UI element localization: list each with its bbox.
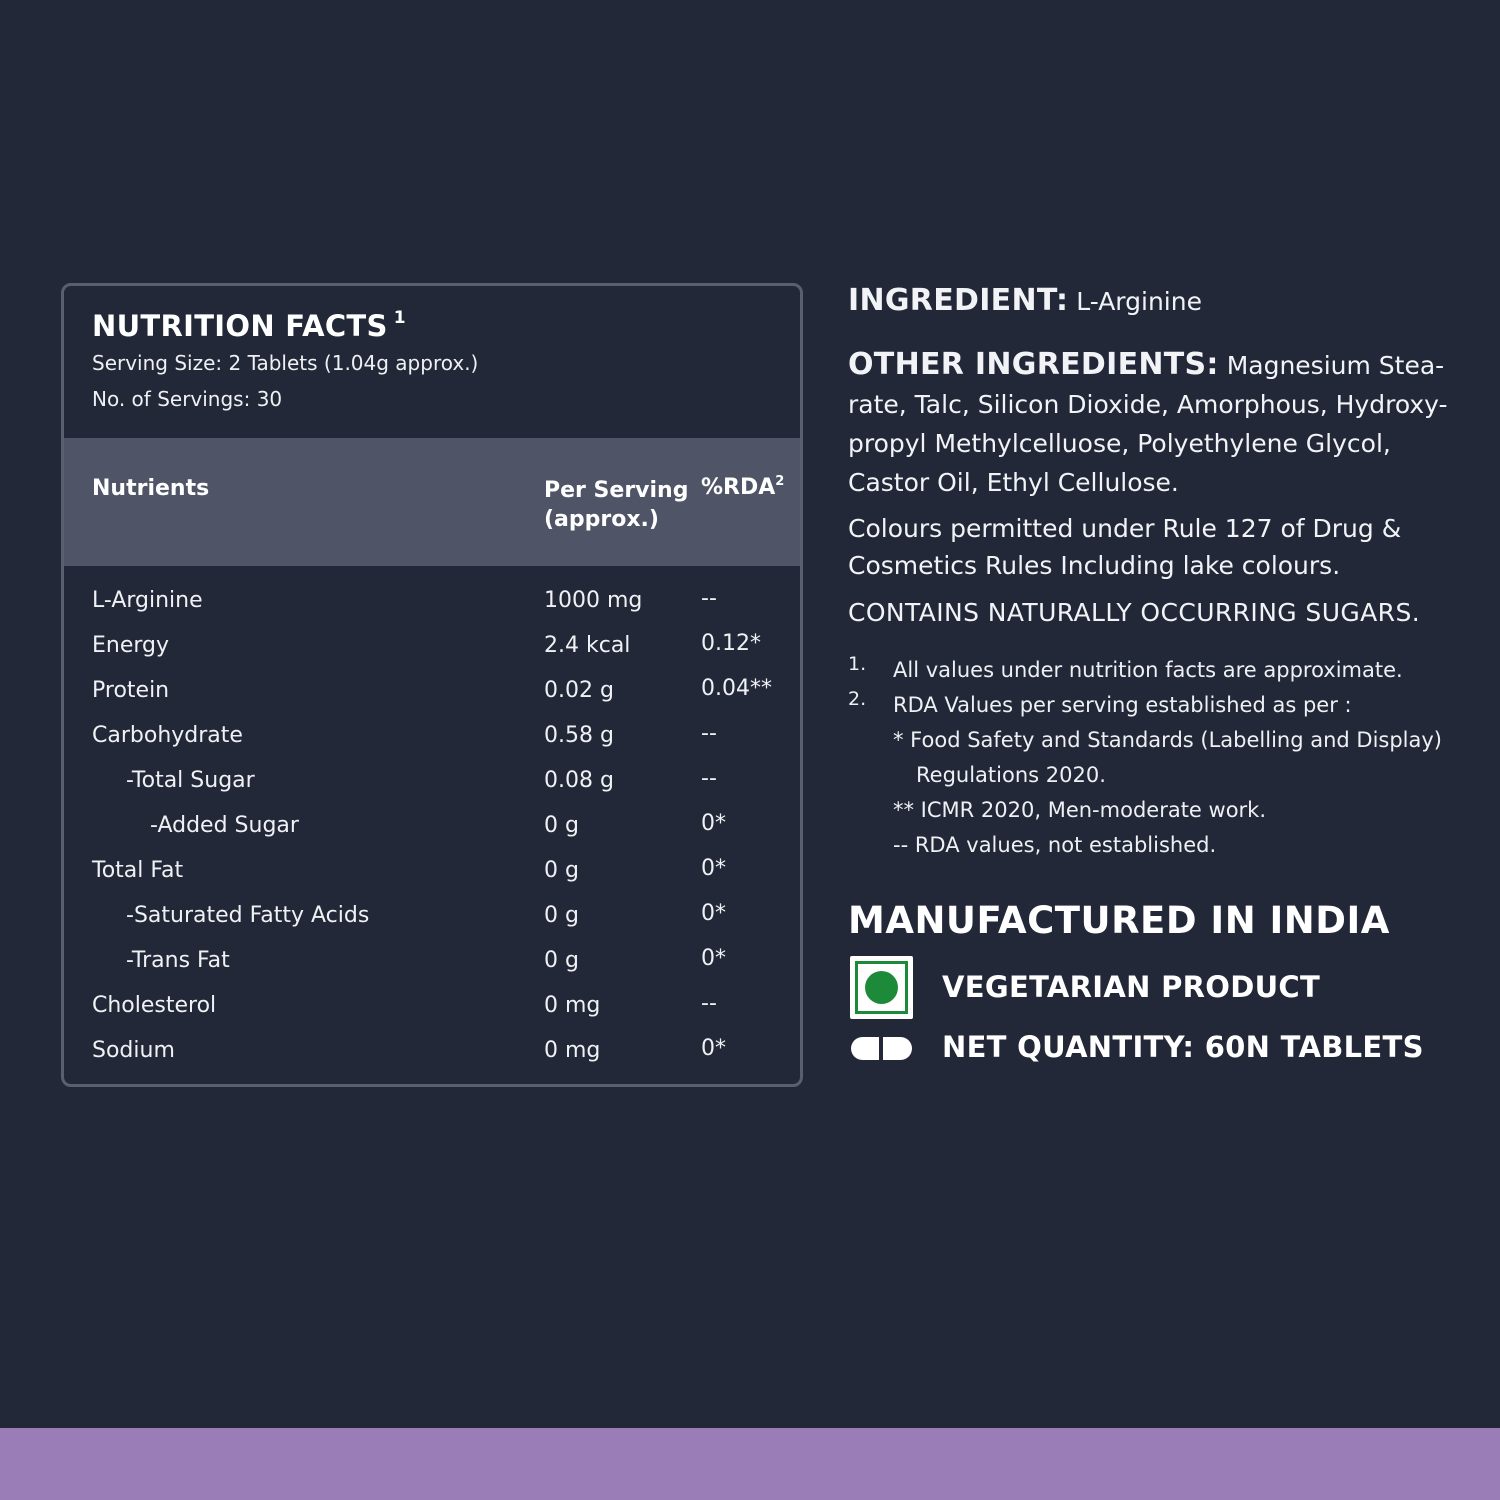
nutrient-rda: 0.12* — [701, 631, 761, 656]
nutrient-name: -Trans Fat — [126, 948, 230, 973]
footnote-number: 1. — [848, 653, 867, 675]
nutrient-name: Sodium — [92, 1038, 175, 1063]
nutrient-name: -Saturated Fatty Acids — [126, 903, 370, 928]
nutrient-rda: 0* — [701, 856, 726, 881]
column-rda-text: %RDA — [701, 475, 776, 500]
footnote-1 — [848, 653, 1468, 688]
manufactured-in: MANUFACTURED IN INDIA — [848, 899, 1390, 942]
column-rda-footnote: 2 — [775, 474, 785, 489]
footnote-number: 2. — [848, 688, 867, 710]
nutrition-facts-panel — [61, 283, 803, 1087]
nutrient-rda: -- — [701, 766, 717, 791]
nutrient-amount: 0 g — [544, 858, 579, 883]
column-nutrients: Nutrients — [92, 476, 210, 501]
ingredient-label: INGREDIENT: — [848, 283, 1069, 318]
capsule-split — [879, 1037, 883, 1060]
ingredients-column — [848, 284, 1468, 1068]
nutrient-amount: 0 mg — [544, 1038, 601, 1063]
column-per-serving — [544, 476, 688, 534]
table-row — [64, 856, 800, 901]
nutrient-name: L-Arginine — [92, 588, 203, 613]
footnotes — [848, 653, 1468, 863]
nutrient-amount: 0 mg — [544, 993, 601, 1018]
net-quantity-label: NET QUANTITY: 60N TABLETS — [942, 1030, 1424, 1064]
veg-mark-dot — [865, 971, 898, 1004]
footnote-2a-cont: Regulations 2020. — [916, 763, 1106, 787]
nutrient-name: Energy — [92, 633, 170, 658]
nutrient-amount: 0 g — [544, 948, 579, 973]
nutrition-header — [64, 286, 800, 438]
other-ingredients-label: OTHER INGREDIENTS: — [848, 347, 1219, 382]
table-row — [64, 631, 800, 676]
ingredient-line — [848, 284, 1468, 319]
contains-sugars: CONTAINS NATURALLY OCCURRING SUGARS. — [848, 598, 1421, 627]
nutrition-title-text: NUTRITION FACTS — [92, 309, 388, 343]
nutrient-rda: 0* — [701, 946, 726, 971]
vegetarian-label: VEGETARIAN PRODUCT — [942, 970, 1321, 1004]
serving-size: Serving Size: 2 Tablets (1.04g approx.) — [92, 351, 479, 375]
nutrient-name: -Total Sugar — [126, 768, 255, 793]
table-row — [64, 586, 800, 631]
column-rda — [701, 474, 784, 500]
nutrient-amount: 2.4 kcal — [544, 633, 631, 658]
nutrient-rda: 0* — [701, 1036, 726, 1061]
footnote-text: All values under nutrition facts are approximate. — [893, 658, 1403, 682]
table-row — [64, 766, 800, 811]
footnote-2a: * Food Safety and Standards (Labelling and Display) — [893, 728, 1443, 752]
nutrient-rda: -- — [701, 991, 717, 1016]
nutrient-amount: 1000 mg — [544, 588, 643, 613]
other-ingredients-value: Magnesium Stea-rate, Talc, Silicon Dioxide, Amorphous, Hydroxy-propyl Methylcelluose, Polyethylene Glycol, Castor Oil, Ethyl Cellulose. — [848, 351, 1448, 497]
footnote-2 — [848, 688, 1468, 723]
column-per-serving-line1: Per Serving — [544, 478, 689, 503]
nutrient-rda: 0* — [701, 811, 726, 836]
nutrition-rows — [64, 566, 800, 1081]
nutrient-name: Cholesterol — [92, 993, 217, 1018]
net-quantity-row — [848, 1028, 1468, 1068]
nutrient-amount: 0 g — [544, 813, 579, 838]
nutrient-rda: -- — [701, 586, 717, 611]
vegetarian-row — [848, 956, 1468, 1022]
nutrient-rda: -- — [701, 721, 717, 746]
nutrient-amount: 0.58 g — [544, 723, 614, 748]
nutrition-title — [92, 308, 800, 343]
nutrient-name: Carbohydrate — [92, 723, 243, 748]
nutrient-rda: 0* — [701, 901, 726, 926]
nutrient-rda: 0.04** — [701, 676, 772, 701]
table-row — [64, 991, 800, 1036]
veg-mark-icon — [850, 956, 913, 1019]
footnote-text: RDA Values per serving established as per : — [893, 693, 1352, 717]
nutrient-amount: 0.08 g — [544, 768, 614, 793]
nutrient-name: Protein — [92, 678, 170, 703]
ingredient-value: L-Arginine — [1076, 287, 1202, 316]
nutrient-name: Total Fat — [92, 858, 184, 883]
bottom-band — [0, 1428, 1500, 1500]
table-row — [64, 676, 800, 721]
table-row — [64, 811, 800, 856]
table-row — [64, 1036, 800, 1081]
footnote-2c: -- RDA values, not established. — [893, 833, 1217, 857]
table-row — [64, 901, 800, 946]
nutrition-column-header — [64, 438, 800, 566]
table-row — [64, 721, 800, 766]
tablet-capsule-icon — [851, 1037, 912, 1060]
nutrient-amount: 0 g — [544, 903, 579, 928]
colours-note: Colours permitted under Rule 127 of Drug & Cosmetics Rules Including lake colours. — [848, 514, 1402, 580]
nutrient-name: -Added Sugar — [150, 813, 299, 838]
footnote-2b: ** ICMR 2020, Men-moderate work. — [893, 798, 1267, 822]
nutrient-amount: 0.02 g — [544, 678, 614, 703]
servings-count: No. of Servings: 30 — [92, 387, 283, 411]
table-row — [64, 946, 800, 991]
column-per-serving-line2: (approx.) — [544, 507, 659, 532]
other-ingredients — [848, 345, 1468, 502]
nutrition-title-footnote: 1 — [393, 308, 406, 328]
